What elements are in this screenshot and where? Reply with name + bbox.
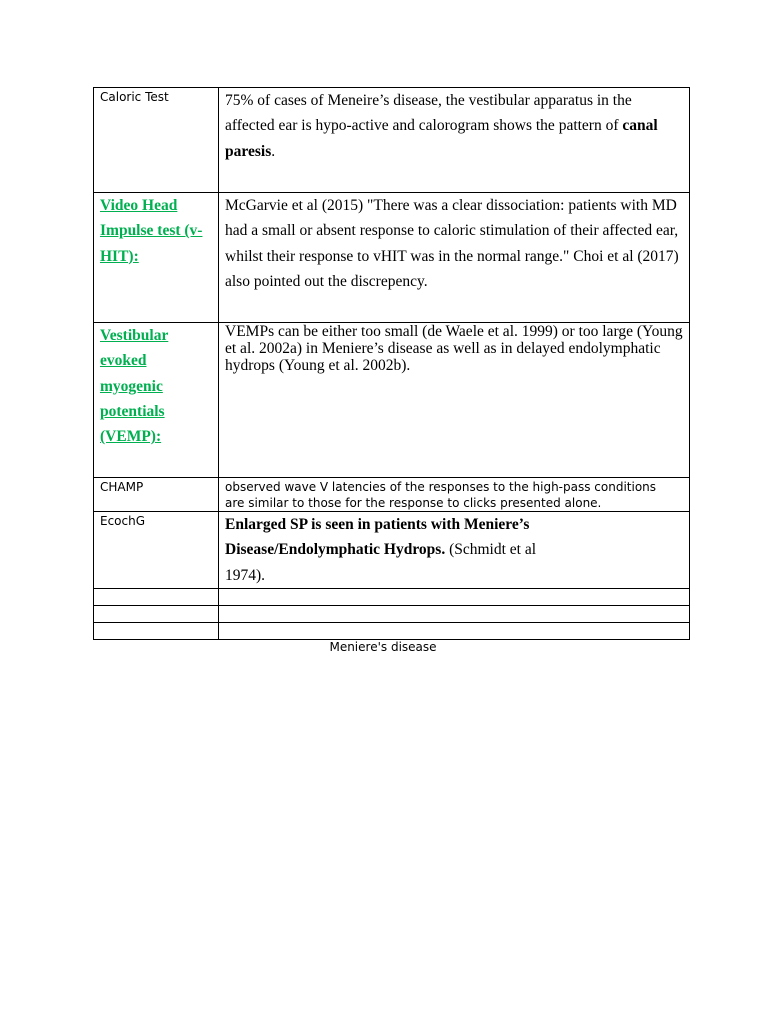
table-cell-empty xyxy=(219,623,690,640)
table-cell-content xyxy=(219,512,690,589)
table-cell-empty xyxy=(94,606,219,623)
ecochg-text-bold: Enlarged SP is seen in patients with Meniere’s Disease/Endolymphatic Hydrops. xyxy=(225,516,530,559)
table-row xyxy=(94,606,690,623)
table-caption: Meniere's disease xyxy=(329,640,437,654)
table-cell-label xyxy=(94,88,219,193)
table-row xyxy=(94,478,690,512)
caloric-test-text xyxy=(225,88,683,164)
table-row xyxy=(94,323,690,478)
vhit-text: McGarvie et al (2015) "There was a clear dissociation: patients with MD had a small or absent response to caloric stimulation of their affected ear, whilst their response to vHIT was in the normal range." Choi et al (2017) also pointed out the discrepency. xyxy=(225,197,679,290)
ecochg-text-citation: (Schmidt et al 1974). xyxy=(225,541,537,584)
table-cell-empty xyxy=(219,589,690,606)
table-cell-label xyxy=(94,512,219,589)
table-cell-content xyxy=(219,323,690,478)
champ-label: CHAMP xyxy=(100,480,144,494)
findings-table xyxy=(93,87,690,640)
caloric-test-text-end: . xyxy=(271,142,276,160)
table-row xyxy=(94,88,690,193)
table-row xyxy=(94,623,690,640)
vemp-text: VEMPs can be either too small (de Waele et al. 1999) or too large (Young et al. 2002a) in Meniere’s disease as well as in delayed endolymphatic hydrops (Young et al. 2002b). xyxy=(225,323,683,374)
table-cell-label xyxy=(94,193,219,323)
table-cell-empty xyxy=(94,589,219,606)
ecochg-label: EcochG xyxy=(100,514,146,528)
table-cell-content xyxy=(219,478,690,512)
canal-paresis-text: canal paresis xyxy=(225,117,658,160)
table-cell-empty xyxy=(94,623,219,640)
table-row xyxy=(94,193,690,323)
champ-text: observed wave V latencies of the responses to the high-pass conditions are similar to those for the response to clicks presented alone. xyxy=(225,480,657,510)
caloric-test-text-part: 75% of cases of Meneire’s disease, the vestibular apparatus in the affected ear is hypo-active and calorogram shows the pattern of xyxy=(225,92,632,135)
table-cell-content xyxy=(219,88,690,193)
vemp-label: Vestibular evoked myogenic potentials (VEMP): xyxy=(100,327,169,446)
table-cell-label xyxy=(94,323,219,478)
table-row xyxy=(94,512,690,589)
table-cell-label xyxy=(94,478,219,512)
ecochg-text xyxy=(225,512,683,588)
table-cell-empty xyxy=(219,606,690,623)
vhit-label: Video Head Impulse test (v-HIT): xyxy=(100,197,203,265)
table-cell-content xyxy=(219,193,690,323)
table-row xyxy=(94,589,690,606)
caloric-test-label: Caloric Test xyxy=(100,90,169,104)
